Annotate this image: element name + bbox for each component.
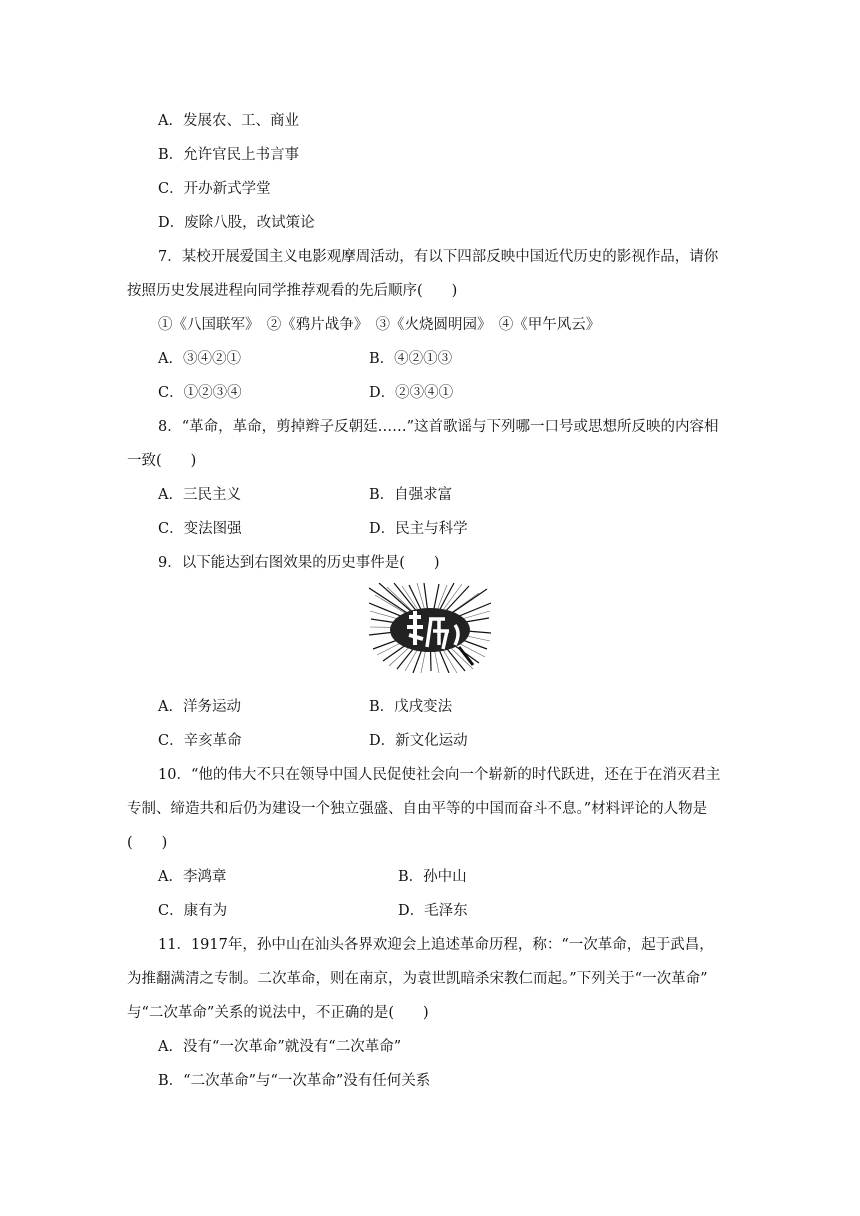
question-9-option-c: C．辛亥革命 (158, 733, 242, 749)
question-10-option-d: D．毛泽东 (398, 903, 468, 919)
question-8-option-a: A．三民主义 (158, 487, 241, 503)
option-d: D．废除八股，改试策论 (158, 215, 315, 231)
question-11-line-3: 与“二次革命”关系的说法中，不正确的是( ) (127, 1005, 429, 1021)
question-8-option-c: C．变法图强 (158, 521, 242, 537)
question-9-option-b: B．戊戌变法 (369, 699, 453, 715)
question-10-option-b: B．孙中山 (398, 869, 467, 885)
question-10-option-a: A．李鸿章 (158, 869, 227, 885)
question-8-option-b: B．自强求富 (369, 487, 453, 503)
question-9-option-a: A．洋务运动 (158, 699, 241, 715)
question-7-option-d: D．②③④① (369, 385, 454, 401)
question-11-option-b: B．“二次革命”与“一次革命”没有任何关系 (158, 1073, 431, 1089)
question-8-option-d: D．民主与科学 (369, 521, 468, 537)
question-8-line-2: 一致( ) (127, 453, 197, 469)
option-a: A．发展农、工、商业 (158, 113, 299, 129)
option-b: B．允许官民上书言事 (158, 147, 300, 163)
question-10-option-c: C．康有为 (158, 903, 228, 919)
question-7-line-2: 按照历史发展进程向同学推荐观看的先后顺序( ) (127, 283, 458, 299)
question-7-option-c: C．①②③④ (158, 385, 242, 401)
question-7-list: ①《八国联军》 ②《鸦片战争》 ③《火烧圆明园》 ④《甲午风云》 (158, 317, 601, 333)
question-7-line-1: 7．某校开展爱国主义电影观摩周活动，有以下四部反映中国近代历史的影视作品，请你 (158, 249, 719, 265)
queue-cut-illustration-icon (369, 583, 491, 673)
question-8-line-1: 8．“革命，革命，剪掉辫子反朝廷……”这首歌谣与下列哪一口号或思想所反映的内容相 (158, 419, 719, 435)
question-7-option-a: A．③④②① (158, 351, 241, 367)
option-c: C．开办新式学堂 (158, 181, 271, 197)
question-9: 9．以下能达到右图效果的历史事件是( ) (158, 555, 440, 571)
question-10-line-2: 专制、缔造共和后仍为建设一个独立强盛、自由平等的中国而奋斗不息。”材料评论的人物是 (127, 801, 708, 817)
question-11-option-a: A．没有“一次革命”就没有“二次革命” (158, 1039, 402, 1055)
question-11-line-2: 为推翻满清之专制。二次革命，则在南京，为袁世凯暗杀宋教仁而起。”下列关于“一次革命” (127, 971, 708, 987)
question-9-option-d: D．新文化运动 (369, 733, 468, 749)
question-7-option-b: B．④②①③ (369, 351, 453, 367)
question-11-line-1: 11．1917年，孙中山在汕头各界欢迎会上追述革命历程，称：“一次革命，起于武昌， (158, 937, 714, 953)
question-10-line-3: ( ) (127, 835, 168, 851)
question-10-line-1: 10．“他的伟大不只在领导中国人民促使社会向一个崭新的时代跃进，还在于在消灭君主 (158, 767, 721, 783)
